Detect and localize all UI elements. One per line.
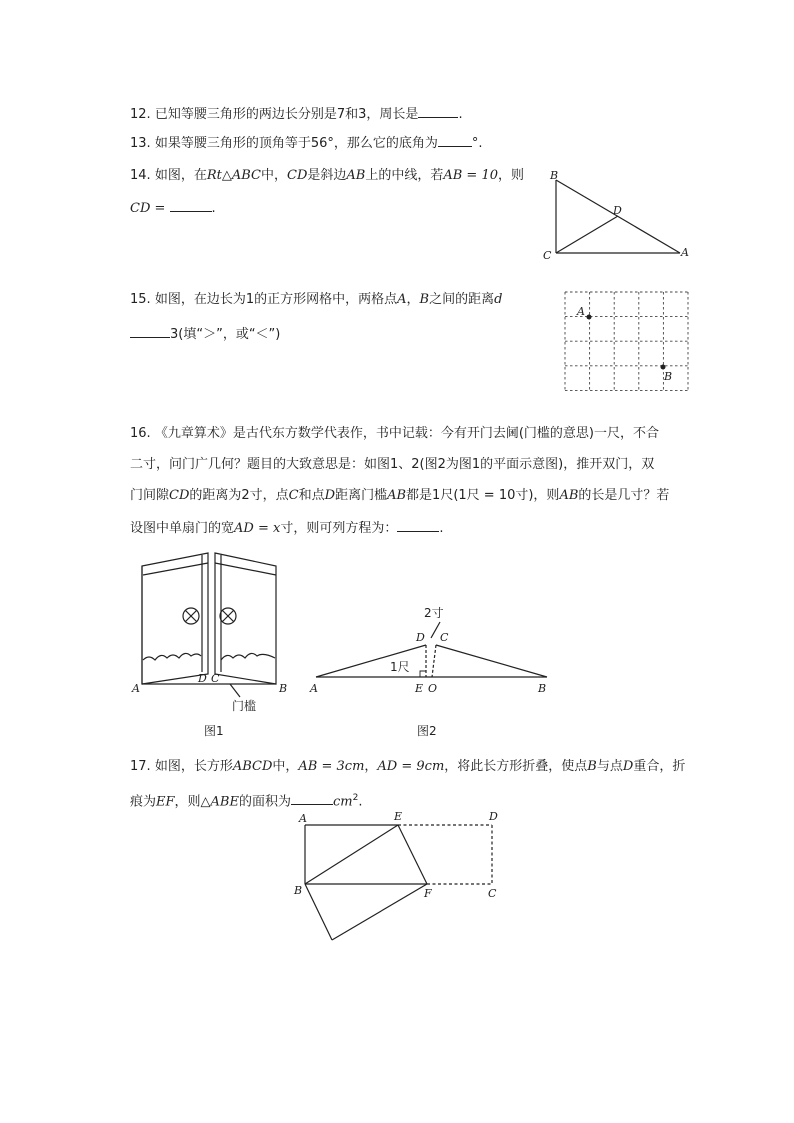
q14-cd: CD: [287, 168, 308, 183]
q17-label-d: D: [489, 810, 498, 823]
q13-text: 如果等腰三角形的顶角等于: [154, 136, 311, 151]
q16-text-3a: 门间隙: [130, 488, 170, 503]
q13-number: 13.: [130, 136, 151, 151]
q16-ab: AB: [387, 488, 407, 503]
q17-label-b: B: [294, 884, 303, 897]
fig1-label-d: D: [198, 672, 207, 685]
q14-label-a: A: [681, 246, 689, 259]
q16-d: D: [324, 488, 336, 503]
q17-line-be: [305, 825, 398, 884]
q17-label-e: E: [394, 810, 403, 823]
q12-and: 和: [345, 107, 359, 122]
q15-a: A: [397, 292, 407, 307]
q17-label-a: A: [299, 812, 307, 825]
q13-degree: 56°: [310, 136, 334, 151]
q17-folded-bottom: [332, 884, 427, 940]
fig2-label-o: O: [428, 682, 438, 695]
q17-text-2c: 的面积为: [238, 794, 291, 810]
q17-number: 17.: [130, 759, 151, 774]
q16-text-2: 二寸，问门广几何？题目的大致意思是：如图1、2(图2为图1的平面示意图)，推开双门，双: [130, 457, 655, 472]
q16-number: 16.: [130, 426, 151, 441]
q17-text-2a: 痕为: [130, 794, 157, 810]
fig2-label-e: E: [415, 682, 424, 695]
q17-text: 如图，长方形: [154, 759, 233, 774]
q12-value-2: 3: [358, 107, 367, 122]
q15-label-a: A: [577, 305, 585, 318]
q17-abe: ABE: [210, 794, 239, 810]
q13-end: °.: [471, 136, 483, 151]
q16-text-4b: 寸，则可列方程为：: [280, 521, 398, 536]
q17-ad: AD = 9cm: [377, 759, 445, 774]
q12-number: 12.: [130, 107, 151, 122]
q14-ab: AB: [346, 168, 366, 183]
q17-sep: ，: [364, 759, 378, 774]
q14-number: 14.: [130, 168, 151, 183]
q17-ab: AB = 3cm: [298, 759, 365, 774]
q15-comma: ，: [406, 292, 420, 307]
q16-text-1: 《九章算术》是古代东方数学代表作，书中记载：今有开门去阃(门槛的意思)一尺，不合: [154, 426, 659, 441]
q12-end: .: [458, 107, 463, 122]
fig2-label-a: A: [310, 682, 318, 695]
q15-label-b: B: [664, 370, 673, 383]
q15-text: 如图，在边长为: [154, 292, 246, 307]
q14-label-c: C: [543, 249, 552, 262]
q14-end: .: [211, 201, 216, 216]
q14-triangle: Rt△ABC: [206, 168, 261, 183]
q15-number: 15.: [130, 292, 151, 307]
q17-label-f: F: [424, 887, 432, 900]
q17-b: B: [587, 759, 597, 774]
q14-text-d: 上的中线，若: [365, 168, 444, 183]
q17-text-c: ，将此长方形折叠，使点: [444, 759, 588, 774]
fig1-label-a: A: [132, 682, 140, 695]
q17-label-c: C: [488, 887, 497, 900]
fig1-sill-label: 门槛: [232, 699, 257, 713]
fig2-caption: 图2: [417, 724, 437, 738]
fig1-caption: 图1: [204, 724, 224, 738]
q16-text-3c: 和点: [298, 488, 325, 503]
q16-ab-2: AB: [559, 488, 579, 503]
q17-abcd: ABCD: [232, 759, 273, 774]
fig2-label-b: B: [538, 682, 547, 695]
q16-equation: AD = x: [234, 521, 281, 536]
q13-text-b: ，那么它的底角为: [333, 136, 438, 151]
q16-text-3e: 都是1尺(1尺 = 10寸)，则: [406, 488, 560, 503]
q12-text: 已知等腰三角形的两边长分别是: [154, 107, 337, 122]
fig2-label-c: C: [440, 631, 449, 644]
q17-unit: cm: [332, 794, 353, 810]
q15-b: B: [419, 292, 430, 307]
q16-text-3d: 距离门槛: [335, 488, 388, 503]
q14-text-c: 是斜边: [307, 168, 347, 183]
q15-text-c: 之间的距离: [429, 292, 495, 307]
fig1-label-b: B: [279, 682, 288, 695]
q16-text-4a: 设图中单扇门的宽: [130, 521, 235, 536]
q12-text-b: ，周长是: [366, 107, 419, 122]
q14-text-b: 中，: [260, 168, 287, 183]
q16-text-3b: 的距离为2寸，点: [189, 488, 289, 503]
q17-text-2b: ，则△: [174, 794, 211, 810]
q15-one: 1: [245, 292, 255, 307]
q16-end: .: [439, 521, 444, 536]
q16-cd: CD: [169, 488, 190, 503]
q14-text-e: ，则: [498, 168, 525, 183]
q17-folded-side: [305, 884, 332, 940]
q17-d: D: [622, 759, 634, 774]
q14-label-b: B: [550, 169, 559, 182]
q14-text: 如图，在: [154, 168, 207, 183]
q17-end: .: [358, 794, 363, 810]
q17-crease-ef: [398, 825, 427, 884]
fig2-one-chi: 1尺: [390, 660, 410, 674]
q17-text-b: 中，: [272, 759, 299, 774]
fig1-label-c: C: [211, 672, 220, 685]
q14-equation: AB = 10: [443, 168, 498, 183]
q15-text-b: 的正方形网格中，两格点: [254, 292, 398, 307]
q16-c: C: [288, 488, 299, 503]
q14-label-d: D: [613, 204, 622, 217]
q17-text-e: 重合，折: [633, 759, 686, 774]
q17-unit-exponent: 2: [352, 793, 359, 803]
fig2-two-cun: 2寸: [424, 606, 444, 620]
fig2-label-d: D: [416, 631, 425, 644]
q15-d: d: [494, 292, 503, 307]
q12-value-1: 7: [336, 107, 346, 122]
q14-cd-eq: CD =: [130, 201, 166, 216]
q15-line2: 3(填“＞”，或“＜”): [170, 327, 281, 342]
q16-text-3f: 的长是几寸？若: [578, 488, 670, 503]
q17-text-d: 与点: [596, 759, 623, 774]
q17-ef: EF: [156, 794, 175, 810]
